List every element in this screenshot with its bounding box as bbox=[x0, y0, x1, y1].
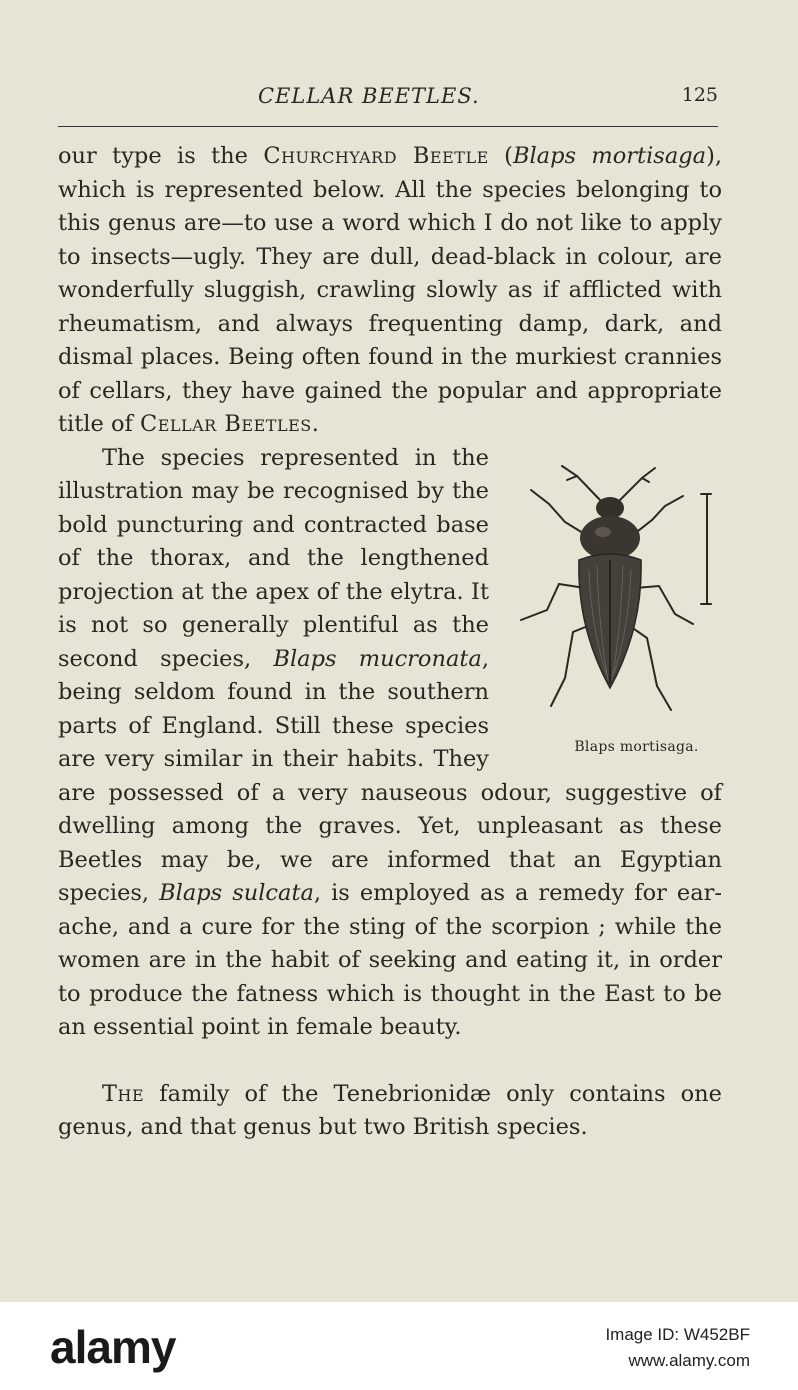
running-head: CELLAR BEETLES. bbox=[258, 84, 480, 108]
stock-footer bbox=[0, 1302, 798, 1390]
species-name: Blaps mortisaga bbox=[512, 143, 707, 169]
stock-image-info bbox=[605, 1322, 750, 1374]
body-text bbox=[58, 140, 722, 1145]
figure bbox=[507, 448, 722, 770]
figure-caption: Blaps mortisaga. bbox=[574, 738, 699, 755]
alamy-logo: alamy bbox=[50, 1321, 176, 1373]
image-id: Image ID: W452BF bbox=[605, 1325, 750, 1344]
common-name-churchyard-beetle: Churchyard Beetle bbox=[263, 143, 489, 169]
common-name-cellar-beetles: Cellar Beetles bbox=[139, 411, 312, 437]
species-name: Blaps sulcata bbox=[159, 880, 314, 906]
page-number: 125 bbox=[681, 84, 718, 106]
paragraph-2: Blaps mortisaga. The species represented in the illustration may be recognised by the bold puncturing and contracted base of the thorax, and the lengthened projection at the apex of the elytra. It is not so generally plentiful as the second species, Blaps mucronata, being seldom found in the southern parts of England. Still these species are very similar in their habits. They are possessed of a very nauseous odour, suggestive of dwelling among the graves. Yet, unpleasant as these Beetles may be, we are informed that an Egyptian species, Blaps sulcata, is employed as a remedy for ear-ache, and a cure for the sting of the scorpion ; while the women are in the habit of seeking and eating it, in order to produce the fatness which is thought in the East to be an essential point in female beauty. bbox=[58, 444, 722, 1040]
paragraph-1: our type is the Churchyard Beetle (Blaps mortisaga), which is represented below. All the species belonging to this genus are—to use a word which I do not like to apply to insects—ugly. They are dull, dead-black in colour, are wonderfully sluggish, crawling slowly as if afflicted with rheumatism, and always frequenting damp, dark, and dismal places. Being often found in the murkiest crannies of cellars, they have gained the popular and appropriate title of Cellar Beetles. bbox=[58, 143, 723, 437]
page-header bbox=[58, 84, 724, 128]
paragraph-3: The family of the Tenebrionidæ only contains one genus, and that genus but two British species. bbox=[58, 1080, 722, 1140]
header-rule bbox=[58, 126, 718, 127]
beetle-illustration-icon bbox=[507, 448, 722, 738]
species-name: Blaps mucronata bbox=[273, 645, 482, 672]
stock-url: www.alamy.com bbox=[628, 1351, 750, 1370]
